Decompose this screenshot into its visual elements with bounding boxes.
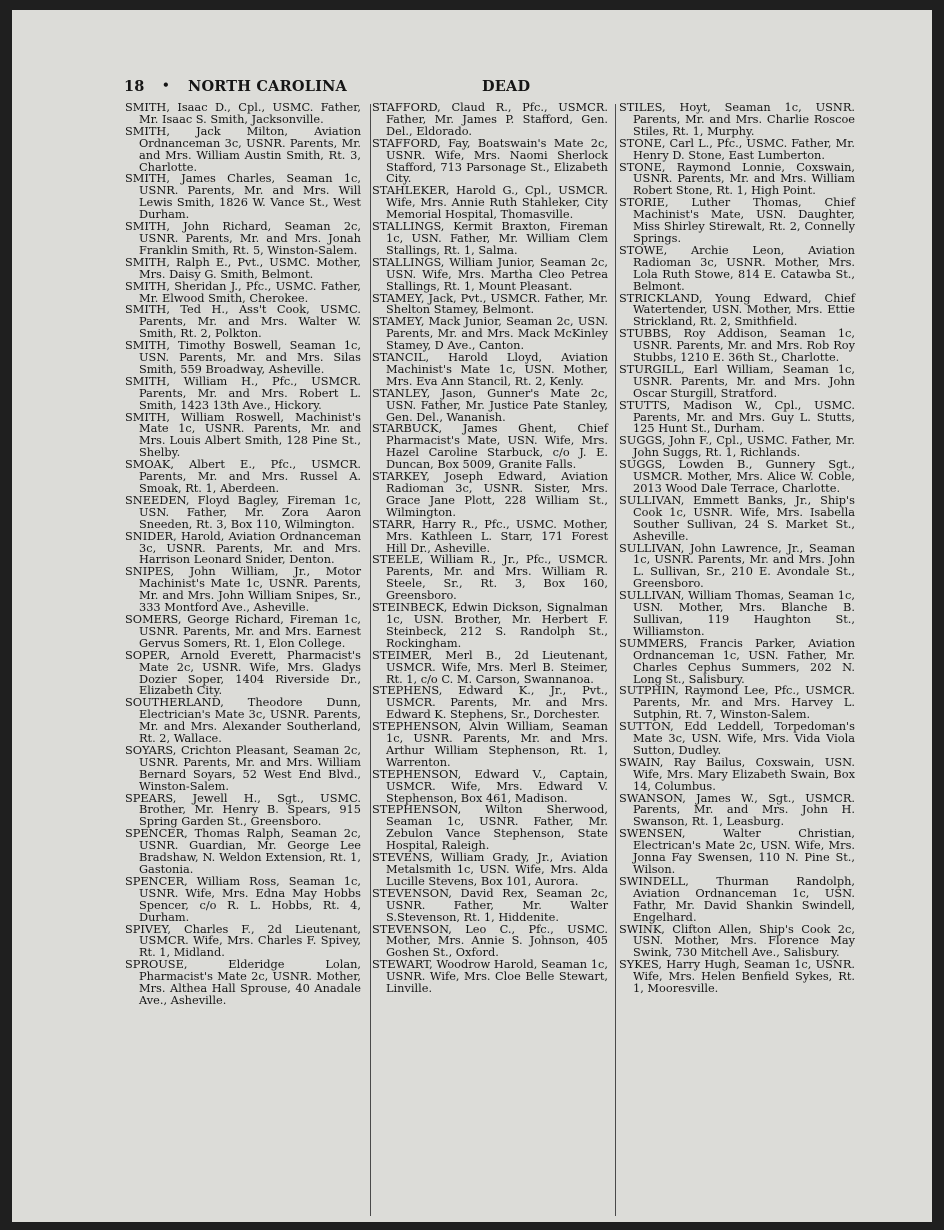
casualty-entry: SMITH, Timothy Boswell, Seaman 1c, USN. Parents, Mr. and Mrs. Silas Smith, 559 Broadway, Asheville.: [125, 338, 361, 376]
casualty-entry: SULLIVAN, Emmett Banks, Jr., Ship's Cook 1c, USNR. Wife, Mrs. Isabella Souther Sullivan, 24 S. Market St., Asheville.: [619, 492, 855, 543]
casualty-entry: SOYARS, Crichton Pleasant, Seaman 2c, USNR. Parents, Mr. and Mrs. William Bernard Soyars, 52 West End Blvd., Winston-Salem.: [125, 742, 361, 793]
column-3: [619, 102, 855, 995]
casualty-entry: SNIDER, Harold, Aviation Ordnanceman 3c, USNR. Parents, Mr. and Mrs. Harrison Leonard Snider, Denton.: [125, 528, 361, 567]
casualty-entry: STEPHENS, Edward K., Jr., Pvt., USMCR. Parents, Mr. and Mrs. Edward K. Stephens, Sr., Dorchester.: [372, 683, 608, 722]
casualty-entry: STEIMER, Merl B., 2d Lieutenant, USMCR. Wife, Mrs. Merl B. Steimer, Rt. 1, c/o C. M. Carson, Swannanoa.: [372, 647, 608, 686]
casualty-entry: SPROUSE, Elderidge Lolan, Pharmacist's Mate 2c, USNR. Mother, Mrs. Althea Hall Sprouse, 40 Anadale Ave., Asheville.: [125, 957, 361, 1007]
casualty-entry: SUTTON, Edd Leddell, Torpedoman's Mate 3c, USN. Wife, Mrs. Vida Viola Sutton, Dudley.: [619, 719, 855, 757]
casualty-entry: SWANSON, James W., Sgt., USMCR. Parents, Mr. and Mrs. John H. Swanson, Rt. 1, Leasburg.: [619, 790, 855, 829]
casualty-entry: STEVENSON, Leo C., Pfc., USMC. Mother, Mrs. Annie S. Johnson, 405 Goshen St., Oxford.: [372, 921, 608, 960]
casualty-entry: STAFFORD, Fay, Boatswain's Mate 2c, USNR. Wife, Mrs. Naomi Sherlock Stafford, 713 Parsonage St., Elizabeth City.: [372, 135, 608, 186]
casualty-entry: SWINDELL, Thurman Randolph, Aviation Ordnanceman 1c, USN. Fathr, Mr. David Shankin Swindell, Engelhard.: [619, 873, 855, 924]
casualty-entry: SPIVEY, Charles F., 2d Lieutenant, USMCR. Wife, Mrs. Charles F. Spivey, Rt. 1, Midland.: [125, 921, 361, 960]
casualty-entry: STANCIL, Harold Lloyd, Aviation Machinist's Mate 1c, USN. Mother, Mrs. Eva Ann Stancil, Rt. 2, Kenly.: [372, 350, 608, 388]
casualty-entry: SMITH, Jack Milton, Aviation Ordnanceman 3c, USNR. Parents, Mr. and Mrs. William Austin Smith, Rt. 3, Charlotte.: [125, 123, 361, 174]
casualty-entry: SULLIVAN, William Thomas, Seaman 1c, USN. Mother, Mrs. Blanche B. Sullivan, 119 Haughton St., Williamston.: [619, 588, 855, 638]
column-divider: [370, 104, 371, 1216]
casualty-entry: STEPHENSON, Wilton Sherwood, Seaman 1c, USNR. Father, Mr. Zebulon Vance Stephenson, State Hospital, Raleigh.: [372, 802, 608, 853]
casualty-entry: SUGGS, John F., Cpl., USMC. Father, Mr. John Suggs, Rt. 1, Richlands.: [619, 433, 855, 460]
casualty-entry: STILES, Hoyt, Seaman 1c, USNR. Parents, Mr. and Mrs. Charlie Roscoe Stiles, Rt. 1, Murphy.: [619, 100, 855, 138]
casualty-entry: SWENSEN, Walter Christian, Electrican's Mate 2c, USN. Wife, Mrs. Jonna Fay Swensen, 110 N. Pine St., Wilson.: [619, 826, 855, 876]
header-bullet: •: [162, 78, 170, 92]
casualty-entry: SMITH, Sheridan J., Pfc., USMC. Father, Mr. Elwood Smith, Cherokee.: [125, 278, 361, 305]
page-number: 18: [124, 78, 145, 95]
document-page: [12, 10, 932, 1222]
casualty-entry: STEPHENSON, Alvin William, Seaman 1c, USNR. Parents, Mr. and Mrs. Arthur William Stephenson, Rt. 1, Warrenton.: [372, 719, 608, 769]
casualty-entry: STEVENS, William Grady, Jr., Aviation Metalsmith 1c, USN. Wife, Mrs. Alda Lucille Stevens, Box 101, Aurora.: [372, 850, 608, 888]
casualty-entry: STEPHENSON, Edward V., Captain, USMCR. Wife, Mrs. Edward V. Stephenson, Box 461, Madison.: [372, 766, 608, 805]
casualty-entry: SUTPHIN, Raymond Lee, Pfc., USMCR. Parents, Mr. and Mrs. Harvey L. Sutphin, Rt. 7, Winston-Salem.: [619, 683, 855, 722]
casualty-entry: STOWE, Archie Leon, Aviation Radioman 3c, USNR. Mother, Mrs. Lola Ruth Stowe, 814 E. Catawba St., Belmont.: [619, 242, 855, 293]
casualty-entry: SMOAK, Albert E., Pfc., USMCR. Parents, Mr. and Mrs. Russel A. Smoak, Rt. 1, Aberdeen.: [125, 457, 361, 495]
casualty-entry: STALLINGS, Kermit Braxton, Fireman 1c, USN. Father, Mr. William Clem Stallings, Rt. 1, Salma.: [372, 219, 608, 257]
casualty-entry: SMITH, Isaac D., Cpl., USMC. Father, Mr. Isaac S. Smith, Jacksonville.: [125, 100, 361, 126]
state-heading: NORTH CAROLINA: [188, 78, 347, 95]
casualty-entry: SNIPES, John William, Jr., Motor Machinist's Mate 1c, USNR. Parents, Mr. and Mrs. John William Snipes, Sr., 333 Montford Ave., Asheville.: [125, 564, 361, 615]
casualty-entry: SUMMERS, Francis Parker, Aviation Ordnanceman 1c, USN. Father, Mr. Charles Cephus Summers, 202 N. Long St., Salisbury.: [619, 635, 855, 686]
casualty-entry: STEVENSON, David Rex, Seaman 2c, USNR. Father, Mr. Walter S.Stevenson, Rt. 1, Hiddenite.: [372, 885, 608, 924]
casualty-entry: STAFFORD, Claud R., Pfc., USMCR. Father, Mr. James P. Stafford, Gen. Del., Eldorado.: [372, 100, 608, 138]
casualty-entry: SPENCER, Thomas Ralph, Seaman 2c, USNR. Guardian, Mr. George Lee Bradshaw, N. Weldon Extension, Rt. 1, Gastonia.: [125, 826, 361, 876]
casualty-entry: STAMEY, Mack Junior, Seaman 2c, USN. Parents, Mr. and Mrs. Mack McKinley Stamey, D Ave., Canton.: [372, 314, 608, 353]
casualty-entry: SOMERS, George Richard, Fireman 1c, USNR. Parents, Mr. and Mrs. Earnest Gervus Somers, Rt. 1, Elon College.: [125, 611, 361, 650]
casualty-entry: STEINBECK, Edwin Dickson, Signalman 1c, USN. Brother, Mr. Herbert F. Steinbeck, 212 S. Randolph St., Rockingham.: [372, 600, 608, 650]
casualty-entry: SWINK, Clifton Allen, Ship's Cook 2c, USN. Mother, Mrs. Florence May Swink, 730 Mitchell Ave., Salisbury.: [619, 921, 855, 960]
casualty-entry: STARBUCK, James Ghent, Chief Pharmacist's Mate, USN. Wife, Mrs. Hazel Caroline Starbuck, c/o J. E. Duncan, Box 5009, Granite Falls.: [372, 421, 608, 472]
casualty-entry: STAHLEKER, Harold G., Cpl., USMCR. Wife, Mrs. Annie Ruth Stahleker, City Memorial Hospital, Thomasville.: [372, 183, 608, 222]
casualty-entry: STEELE, William R., Jr., Pfc., USMCR. Parents, Mr. and Mrs. William R. Steele, Sr., Rt. 3, Box 160, Greensboro.: [372, 552, 608, 603]
casualty-entry: STARKEY, Joseph Edward, Aviation Radioman 3c, USNR. Sister, Mrs. Grace Jane Plott, 228 William St., Wilmington.: [372, 469, 608, 519]
column-divider: [615, 104, 616, 1216]
casualty-entry: STONE, Carl L., Pfc., USMC. Father, Mr. Henry D. Stone, East Lumberton.: [619, 135, 855, 162]
casualty-entry: SOPER, Arnold Everett, Pharmacist's Mate 2c, USNR. Wife, Mrs. Gladys Dozier Soper, 1404 Riverside Dr., Elizabeth City.: [125, 647, 361, 698]
casualty-entry: SULLIVAN, John Lawrence, Jr., Seaman 1c, USNR. Parents, Mr. and Mrs. John L. Sullivan, Sr., 210 E. Avondale St., Greensboro.: [619, 540, 855, 591]
column-2: [372, 102, 608, 995]
casualty-entry: SMITH, William Roswell, Machinist's Mate 1c, USNR. Parents, Mr. and Mrs. Louis Albert Smith, 128 Pine St., Shelby.: [125, 409, 361, 460]
casualty-entry: STAMEY, Jack, Pvt., USMCR. Father, Mr. Shelton Stamey, Belmont.: [372, 290, 608, 317]
casualty-entry: SWAIN, Ray Bailus, Coxswain, USN. Wife, Mrs. Mary Elizabeth Swain, Box 14, Columbus.: [619, 754, 855, 793]
casualty-entry: SMITH, Ted H., Ass't Cook, USMC. Parents, Mr. and Mrs. Walter W. Smith, Rt. 2, Polkton.: [125, 302, 361, 341]
casualty-entry: STUBBS, Roy Addison, Seaman 1c, USNR. Parents, Mr. and Mrs. Rob Roy Stubbs, 1210 E. 36th St., Charlotte.: [619, 326, 855, 365]
section-heading: DEAD: [482, 78, 531, 95]
casualty-entry: STARR, Harry R., Pfc., USMC. Mother, Mrs. Kathleen L. Starr, 171 Forest Hill Dr., Asheville.: [372, 516, 608, 555]
casualty-entry: SMITH, James Charles, Seaman 1c, USNR. Parents, Mr. and Mrs. Will Lewis Smith, 1826 W. Vance St., West Durham.: [125, 171, 361, 222]
page-header: [124, 76, 864, 100]
casualty-entry: STANLEY, Jason, Gunner's Mate 2c, USN. Father, Mr. Justice Pate Stanley, Gen. Del., Wananish.: [372, 385, 608, 424]
casualty-entry: STEWART, Woodrow Harold, Seaman 1c, USNR. Wife, Mrs. Cloe Belle Stewart, Linville.: [372, 957, 608, 996]
casualty-entry: STALLINGS, William Junior, Seaman 2c, USN. Wife, Mrs. Martha Cleo Petrea Stallings, Rt. 1, Mount Pleasant.: [372, 254, 608, 293]
casualty-entry: SPENCER, William Ross, Seaman 1c, USNR. Wife, Mrs. Edna May Hobbs Spencer, c/o R. L. Hobbs, Rt. 4, Durham.: [125, 873, 361, 924]
casualty-entry: SPEARS, Jewell H., Sgt., USMC. Brother, Mr. Henry B. Spears, 915 Spring Garden St., Greensboro.: [125, 790, 361, 829]
casualty-entry: STRICKLAND, Young Edward, Chief Watertender, USN. Mother, Mrs. Ettie Strickland, Rt. 2, Smithfield.: [619, 290, 855, 329]
casualty-entry: SMITH, William H., Pfc., USMCR. Parents, Mr. and Mrs. Robert L. Smith, 1423 13th Ave., Hickory.: [125, 373, 361, 412]
casualty-entry: STORIE, Luther Thomas, Chief Machinist's Mate, USN. Daughter, Miss Shirley Stirewalt, Rt. 2, Connelly Springs.: [619, 195, 855, 245]
column-1: [125, 102, 361, 1007]
casualty-entry: SNEEDEN, Floyd Bagley, Fireman 1c, USN. Father, Mr. Zora Aaron Sneeden, Rt. 3, Box 110, Wilmington.: [125, 492, 361, 531]
casualty-entry: SMITH, Ralph E., Pvt., USMC. Mother, Mrs. Daisy G. Smith, Belmont.: [125, 254, 361, 281]
casualty-entry: SYKES, Harry Hugh, Seaman 1c, USNR. Wife, Mrs. Helen Benfield Sykes, Rt. 1, Mooresville.: [619, 957, 855, 996]
casualty-entry: SOUTHERLAND, Theodore Dunn, Electrician's Mate 3c, USNR. Parents, Mr. and Mrs. Alexander Southerland, Rt. 2, Wallace.: [125, 695, 361, 746]
casualty-entry: STURGILL, Earl William, Seaman 1c, USNR. Parents, Mr. and Mrs. John Oscar Sturgill, Stratford.: [619, 361, 855, 400]
casualty-entry: SUGGS, Lowden B., Gunnery Sgt., USMCR. Mother, Mrs. Alice W. Coble, 2013 Wood Dale Terrace, Charlotte.: [619, 457, 855, 495]
casualty-entry: STUTTS, Madison W., Cpl., USMC. Parents, Mr. and Mrs. Guy L. Stutts, 125 Hunt St., Durham.: [619, 397, 855, 436]
casualty-entry: SMITH, John Richard, Seaman 2c, USNR. Parents, Mr. and Mrs. Jonah Franklin Smith, Rt. 5, Winston-Salem.: [125, 219, 361, 257]
casualty-entry: STONE, Raymond Lonnie, Coxswain, USNR. Parents, Mr. and Mrs. William Robert Stone, Rt. 1, High Point.: [619, 159, 855, 198]
